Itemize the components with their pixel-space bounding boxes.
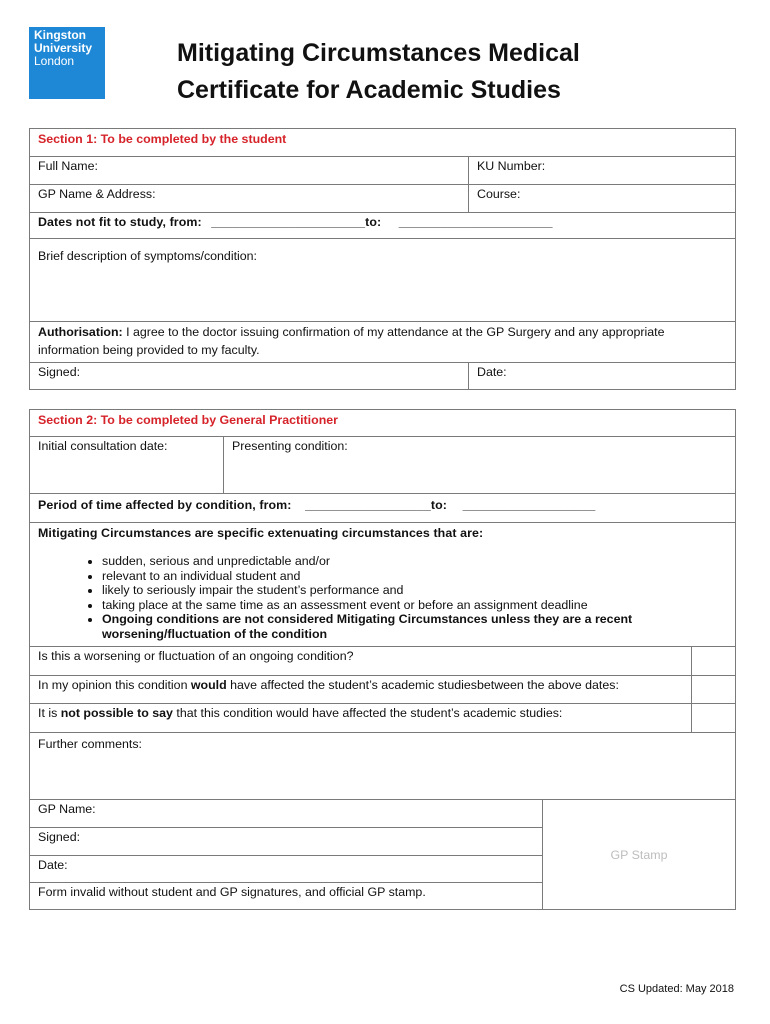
initial-consultation-field[interactable] bbox=[30, 437, 224, 494]
question-not-possible-pre: It is bbox=[38, 706, 61, 720]
invalid-note-text: Form invalid without student and GP signatures, and official GP stamp. bbox=[38, 885, 426, 899]
full-name-field[interactable] bbox=[30, 157, 469, 185]
symptoms-label: Brief description of symptoms/condition: bbox=[38, 249, 257, 263]
question-would-affect-pre: In my opinion this condition bbox=[38, 678, 191, 692]
gp-name-field[interactable] bbox=[30, 800, 543, 828]
ku-number-field[interactable] bbox=[469, 157, 736, 185]
period-affected-field[interactable] bbox=[30, 494, 736, 523]
presenting-condition-label: Presenting condition: bbox=[232, 439, 348, 453]
further-comments-field[interactable] bbox=[30, 733, 736, 800]
question-would-affect-post: have affected the student’s academic studiesbetween the above dates: bbox=[226, 678, 619, 692]
gp-name-address-field[interactable] bbox=[30, 185, 469, 213]
question-would-affect bbox=[30, 676, 692, 704]
dates-not-fit-field[interactable] bbox=[30, 213, 736, 239]
section-2-heading: Section 2: To be completed by General Practitioner bbox=[30, 410, 736, 437]
authorisation-statement bbox=[30, 322, 736, 363]
question-would-affect-bold: would bbox=[190, 678, 227, 692]
dates-to-line: ______________________ bbox=[398, 215, 553, 229]
gp-stamp-area bbox=[543, 800, 736, 910]
mitigating-circumstances-info bbox=[30, 523, 736, 647]
section-2-table bbox=[29, 409, 736, 910]
gp-name-label: GP Name: bbox=[38, 802, 96, 816]
page-title bbox=[177, 35, 580, 109]
mitigating-heading: Mitigating Circumstances are specific extenuating circumstances that are: bbox=[38, 526, 484, 540]
dates-from-line: ______________________ bbox=[211, 215, 366, 229]
authorisation-bold: Authorisation: bbox=[38, 325, 123, 339]
criteria-item: • likely to seriously impair the student’s performance and bbox=[102, 583, 727, 598]
student-signed-field[interactable] bbox=[30, 363, 469, 390]
question-not-possible bbox=[30, 704, 692, 733]
period-affected-label: Period of time affected by condition, from: bbox=[38, 498, 292, 512]
presenting-condition-field[interactable] bbox=[224, 437, 736, 494]
section-1-heading: Section 1: To be completed by the student bbox=[30, 129, 736, 157]
criteria-item-bold: • Ongoing conditions are not considered Mitigating Circumstances unless they are a recent worsening/fluctuation of the condition bbox=[102, 612, 727, 641]
logo-line-2: University bbox=[34, 41, 93, 55]
student-date-field[interactable] bbox=[469, 363, 736, 390]
gp-signed-field[interactable] bbox=[30, 828, 543, 856]
symptoms-field[interactable] bbox=[30, 239, 736, 322]
criteria-item: • sudden, serious and unpredictable and/or bbox=[102, 554, 727, 569]
answer-box-not-possible[interactable] bbox=[692, 704, 736, 733]
footer-updated: CS Updated: May 2018 bbox=[619, 983, 734, 995]
gp-date-field[interactable] bbox=[30, 856, 543, 883]
period-from-line: __________________ bbox=[305, 498, 431, 512]
gp-stamp-label: GP Stamp bbox=[610, 847, 668, 862]
gp-name-address-label: GP Name & Address: bbox=[38, 187, 156, 201]
full-name-label: Full Name: bbox=[38, 159, 98, 173]
authorisation-text: I agree to the doctor issuing confirmation of my attendance at the GP Surgery and any appropriate information being provided to my faculty. bbox=[38, 325, 665, 357]
section-1-table bbox=[29, 128, 736, 390]
question-worsening-label: Is this a worsening or fluctuation of an ongoing condition? bbox=[38, 649, 354, 663]
title-line-2: Certificate for Academic Studies bbox=[177, 76, 561, 104]
course-label: Course: bbox=[477, 187, 521, 201]
question-worsening bbox=[30, 647, 692, 676]
logo-line-3: London bbox=[34, 54, 75, 68]
question-not-possible-post: that this condition would have affected the student’s academic studies: bbox=[172, 706, 563, 720]
criteria-list bbox=[38, 554, 727, 642]
gp-signed-label: Signed: bbox=[38, 830, 81, 844]
university-logo bbox=[29, 27, 105, 99]
course-field[interactable] bbox=[469, 185, 736, 213]
period-to-label: to: bbox=[430, 498, 448, 512]
invalid-note bbox=[30, 883, 543, 910]
student-signed-label: Signed: bbox=[38, 365, 81, 379]
title-line-1: Mitigating Circumstances Medical bbox=[177, 39, 580, 67]
ku-number-label: KU Number: bbox=[477, 159, 546, 173]
answer-box-worsening[interactable] bbox=[692, 647, 736, 676]
dates-to-label: to: bbox=[365, 215, 382, 229]
gp-date-label: Date: bbox=[38, 858, 68, 872]
answer-box-would-affect[interactable] bbox=[692, 676, 736, 704]
criteria-item: • relevant to an individual student and bbox=[102, 569, 727, 584]
logo-line-1: Kingston bbox=[34, 28, 86, 42]
student-date-label: Date: bbox=[477, 365, 507, 379]
further-comments-label: Further comments: bbox=[38, 737, 142, 751]
initial-consultation-label: Initial consultation date: bbox=[38, 439, 168, 453]
period-to-line: ___________________ bbox=[462, 498, 596, 512]
dates-not-fit-label: Dates not fit to study, from: bbox=[38, 215, 202, 229]
question-not-possible-bold: not possible to say bbox=[60, 706, 173, 720]
criteria-item: • taking place at the same time as an assessment event or before an assignment deadline bbox=[102, 598, 727, 613]
